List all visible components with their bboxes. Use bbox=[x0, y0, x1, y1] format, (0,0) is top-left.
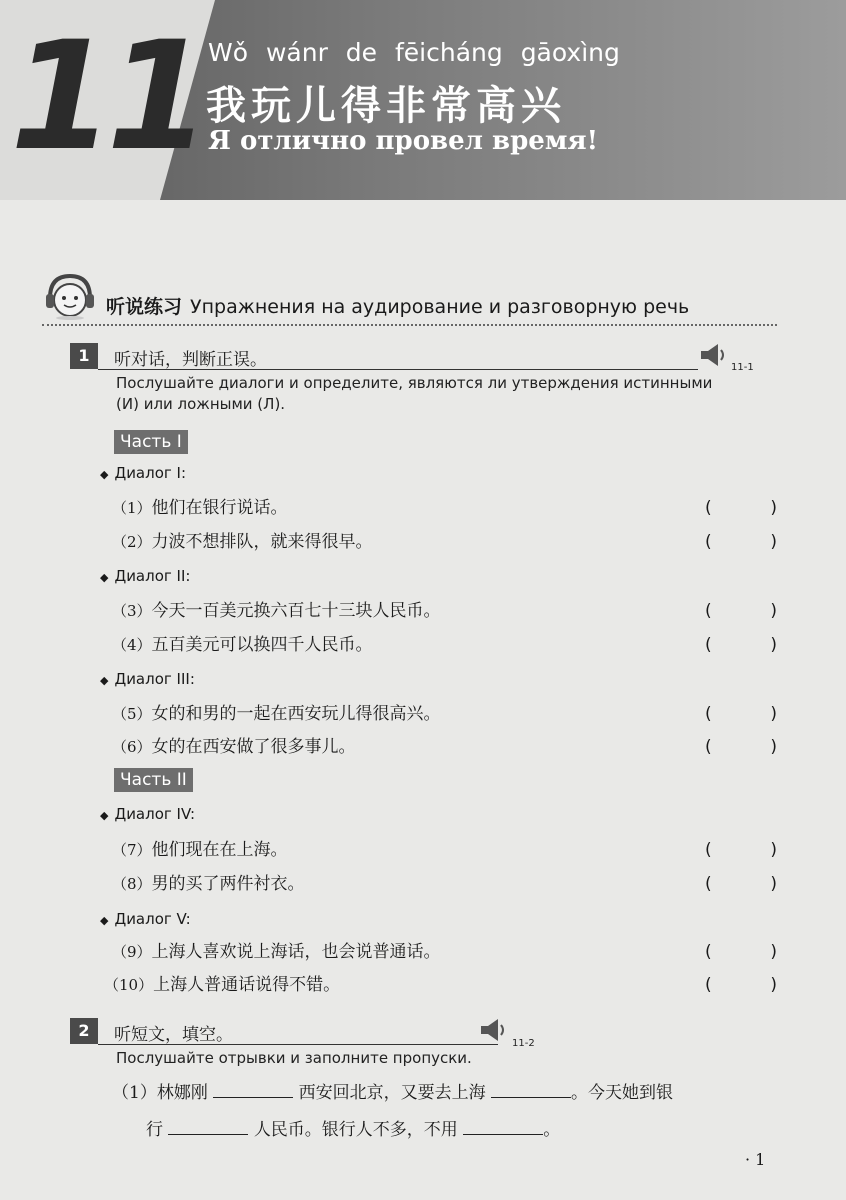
task-title: 听短文，填空。 bbox=[114, 1025, 233, 1045]
answer-blank[interactable]: ( ) bbox=[705, 532, 777, 552]
task-instruction: Послушайте отрывки и заполните пропуски. bbox=[116, 1049, 472, 1067]
answer-blank[interactable]: ( ) bbox=[705, 737, 777, 757]
task-underline bbox=[98, 369, 698, 370]
answer-blank[interactable]: ( ) bbox=[705, 975, 777, 995]
diamond-bullet-icon: ◆ bbox=[100, 571, 109, 584]
section-title-zh: 听说练习 bbox=[106, 296, 183, 318]
answer-blank[interactable]: ( ) bbox=[705, 874, 777, 894]
part-1-label: Часть I bbox=[114, 430, 188, 454]
answer-blank[interactable]: ( ) bbox=[705, 942, 777, 962]
answer-blank[interactable]: ( ) bbox=[705, 635, 777, 655]
audio-speaker-icon[interactable] bbox=[698, 340, 728, 370]
diamond-bullet-icon: ◆ bbox=[100, 674, 109, 687]
title-pinyin: Wǒ wánr de fēicháng gāoxìng bbox=[208, 38, 620, 67]
statement-item: （2）力波不想排队，就来得很早。 ( ) bbox=[112, 528, 777, 556]
statement-item: （10）上海人普通话说得不错。 ( ) bbox=[104, 971, 777, 999]
fill-in-line-2: 行 人民币。银行人不多，不用 。 bbox=[146, 1115, 816, 1145]
diamond-bullet-icon: ◆ bbox=[100, 914, 109, 927]
task-underline bbox=[98, 1044, 498, 1045]
dialog-label: ◆ Диалог V: bbox=[100, 910, 191, 928]
fill-blank[interactable] bbox=[491, 1079, 571, 1098]
answer-blank[interactable]: ( ) bbox=[705, 840, 777, 860]
answer-blank[interactable]: ( ) bbox=[705, 601, 777, 621]
statement-item: （9）上海人喜欢说上海话，也会说普通话。 ( ) bbox=[112, 938, 777, 966]
fill-blank[interactable] bbox=[168, 1116, 248, 1135]
statement-item: （5）女的和男的一起在西安玩儿得很高兴。 ( ) bbox=[112, 700, 777, 728]
diamond-bullet-icon: ◆ bbox=[100, 468, 109, 481]
diamond-bullet-icon: ◆ bbox=[100, 809, 109, 822]
audio-track-number: 11-1 bbox=[731, 362, 754, 373]
statement-item: （7）他们现在在上海。 ( ) bbox=[112, 836, 777, 864]
statement-item: （3）今天一百美元换六百七十三块人民币。 ( ) bbox=[112, 597, 777, 625]
answer-blank[interactable]: ( ) bbox=[705, 704, 777, 724]
statement-item: （4）五百美元可以换四千人民币。 ( ) bbox=[112, 631, 777, 659]
fill-blank[interactable] bbox=[463, 1116, 543, 1135]
section-title-ru: Упражнения на аудирование и разговорную речь bbox=[190, 296, 690, 318]
statement-item: （8）男的买了两件衬衣。 ( ) bbox=[112, 870, 777, 898]
title-russian: Я отлично провел время! bbox=[208, 126, 599, 156]
statement-item: （1）他们在银行说话。 ( ) bbox=[112, 494, 777, 522]
dialog-label: ◆ Диалог II: bbox=[100, 567, 191, 585]
dialog-label: ◆ Диалог III: bbox=[100, 670, 195, 688]
statement-item: （6）女的在西安做了很多事儿。 ( ) bbox=[112, 733, 777, 761]
headphones-mascot-icon bbox=[42, 272, 98, 320]
task-number: 2 bbox=[70, 1018, 98, 1044]
section-heading bbox=[42, 272, 777, 326]
task-instruction: Послушайте диалоги и определите, являются ли утверждения истинными (И) или ложными (Л). bbox=[116, 374, 713, 413]
fill-in-line-1: （1）林娜刚 西安回北京，又要去上海 。今天她到银 bbox=[112, 1078, 782, 1108]
answer-blank[interactable]: ( ) bbox=[705, 498, 777, 518]
dialog-label: ◆ Диалог IV: bbox=[100, 805, 196, 823]
part-2-label: Часть II bbox=[114, 768, 193, 792]
chapter-number: 11 bbox=[10, 10, 203, 184]
audio-track-number: 11-2 bbox=[512, 1038, 535, 1049]
section-title bbox=[106, 292, 689, 319]
task-title: 听对话，判断正误。 bbox=[114, 350, 267, 370]
task-number: 1 bbox=[70, 343, 98, 369]
title-chinese: 我玩儿得非常高兴 bbox=[206, 83, 566, 129]
fill-blank[interactable] bbox=[213, 1079, 293, 1098]
dialog-label: ◆ Диалог I: bbox=[100, 464, 187, 482]
page-number: · 1 bbox=[745, 1150, 766, 1169]
audio-speaker-icon[interactable] bbox=[478, 1015, 508, 1045]
